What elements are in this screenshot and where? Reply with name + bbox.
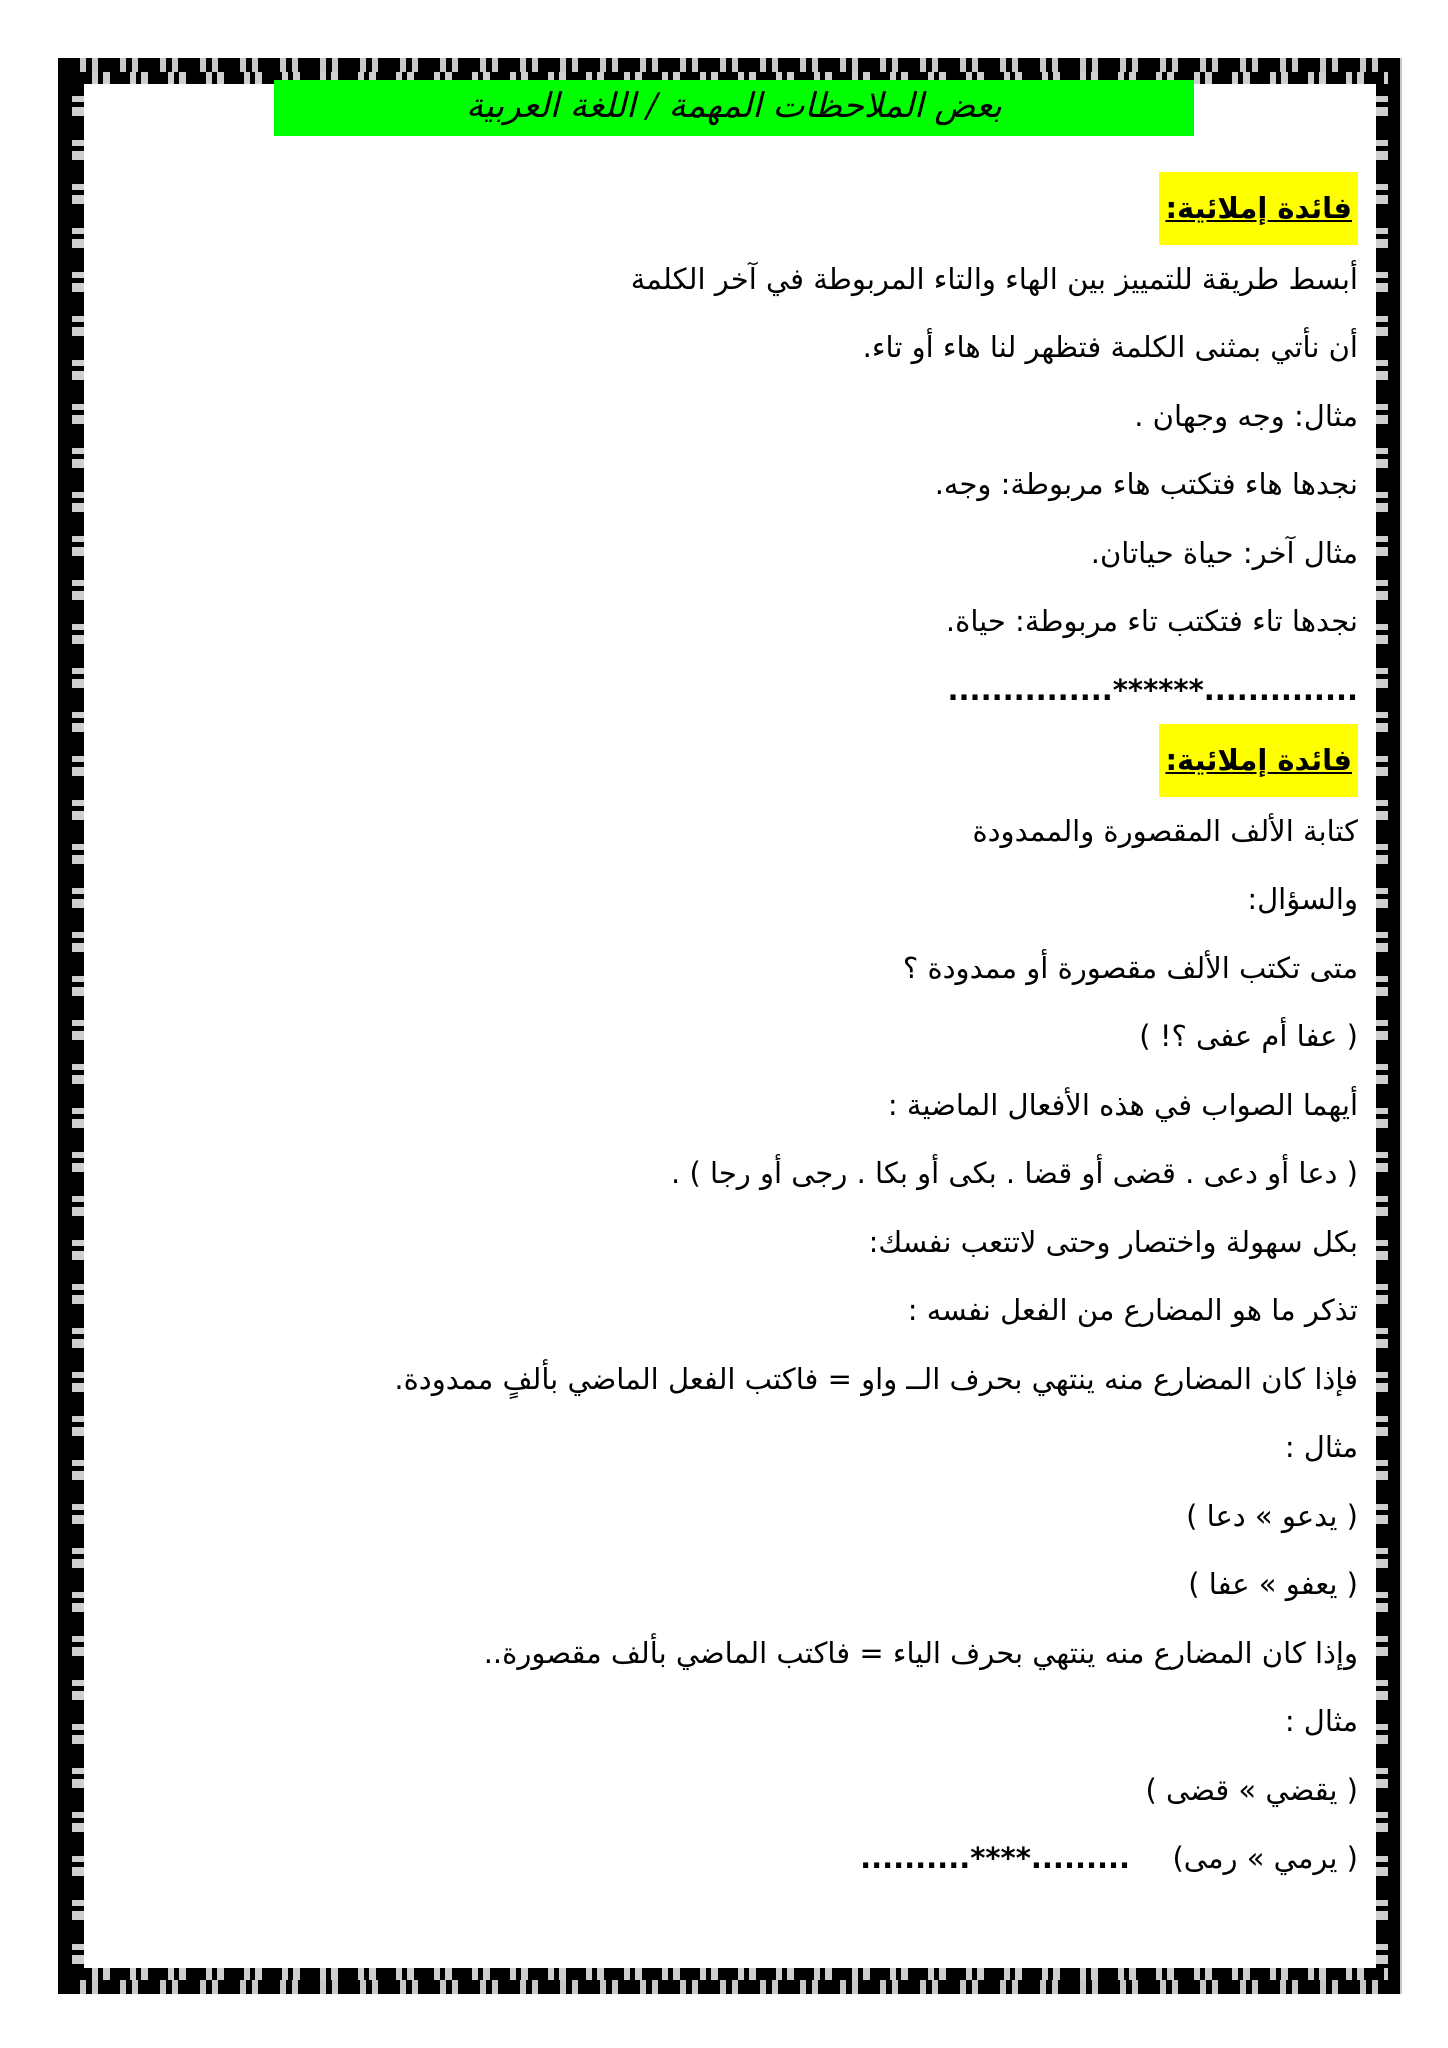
section-1-line: نجدها هاء فتكتب هاء مربوطة: وجه. — [934, 467, 1358, 501]
section-2-line: ( عفا أم عفى ؟! ) — [1139, 1019, 1358, 1053]
section-1-heading: فائدة إملائية: — [1159, 172, 1358, 245]
section-2-line: كتابة الألف المقصورة والممدودة — [972, 813, 1358, 848]
section-2-last-separator: .........****.......... — [860, 1841, 1131, 1875]
section-2-last-line: ( يرمي » رمى) — [1172, 1841, 1358, 1875]
section-2-line: فإذا كان المضارع منه ينتهي بحرف الــ واو = فاكتب الفعل الماضي بألفٍ ممدودة. — [394, 1361, 1358, 1396]
section-2-line: متى تكتب الألف مقصورة أو ممدودة ؟ — [902, 950, 1358, 985]
section-2-line: بكل سهولة واختصار وحتى لاتتعب نفسك: — [868, 1224, 1358, 1259]
section-2-last-row — [110, 1824, 1358, 1893]
section-2-line: مثال : — [1284, 1704, 1358, 1738]
section-2-line: ( يعفو » عفا ) — [1188, 1567, 1358, 1601]
section-1-line: أبسط طريقة للتمييز بين الهاء والتاء المربوطة في آخر الكلمة — [630, 261, 1358, 296]
section-2-line: مثال : — [1284, 1430, 1358, 1464]
section-1-line: أن نأتي بمثنى الكلمة فتظهر لنا هاء أو تاء. — [862, 330, 1358, 364]
document-body — [110, 80, 1358, 1893]
section-2-line: ( يدعو » دعا ) — [1186, 1498, 1358, 1533]
section-2-line: والسؤال: — [1247, 882, 1358, 916]
section-2-heading-row — [110, 724, 1358, 797]
section-2-heading: فائدة إملائية: — [1159, 724, 1358, 797]
section-1-separator: ..............******............... — [947, 672, 1358, 707]
section-2-line: ( يقضي » قضى ) — [1145, 1772, 1358, 1807]
section-1-line: مثال: وجه وجهان . — [1134, 398, 1358, 433]
section-2-line: أيهما الصواب في هذه الأفعال الماضية : — [887, 1087, 1358, 1122]
section-1-line: نجدها تاء فتكتب تاء مربوطة: حياة. — [945, 604, 1358, 638]
page-title: بعض الملاحظات المهمة / اللغة العربية — [274, 80, 1194, 136]
section-1-heading-row — [110, 172, 1358, 245]
section-2-line: تذكر ما هو المضارع من الفعل نفسه : — [907, 1293, 1358, 1327]
section-2-line: وإذا كان المضارع منه ينتهي بحرف الياء = فاكتب الماضي بألف مقصورة.. — [483, 1635, 1358, 1670]
section-1-line: مثال آخر: حياة حياتان. — [1090, 535, 1358, 570]
section-2-line: ( دعا أو دعى . قضى أو قضا . بكى أو بكا . رجى أو رجا ) . — [671, 1156, 1358, 1190]
title-wrapper — [110, 80, 1358, 136]
